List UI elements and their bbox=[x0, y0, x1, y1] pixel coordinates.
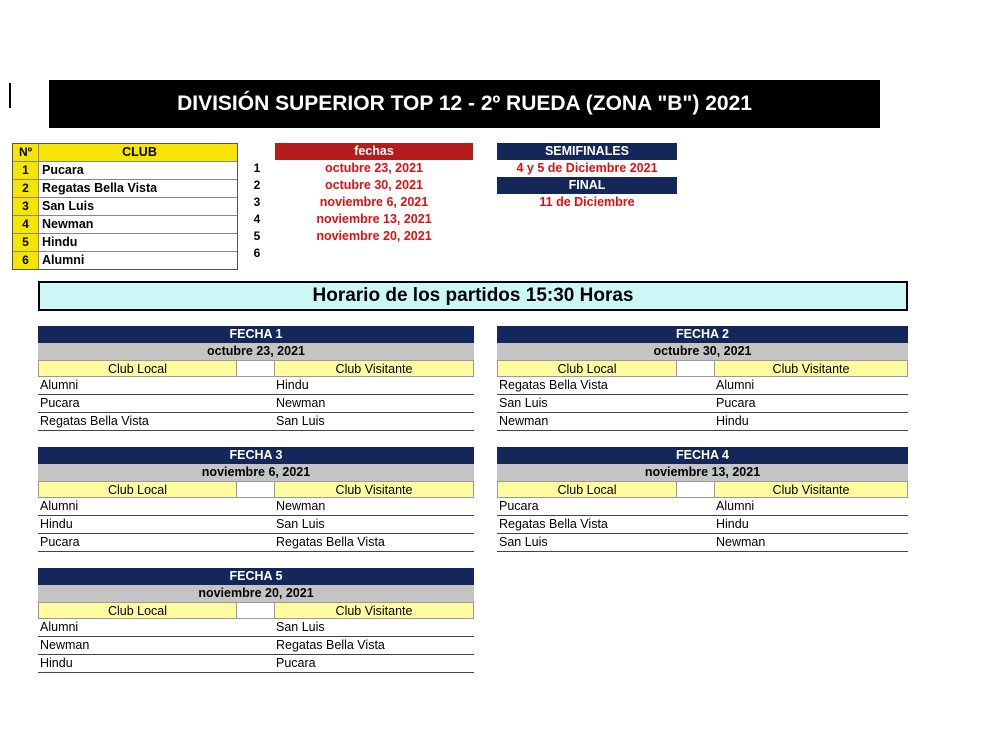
club-name: Alumni bbox=[42, 253, 85, 267]
visiting-club: San Luis bbox=[276, 620, 325, 634]
visiting-club: Newman bbox=[276, 499, 326, 513]
visiting-club: Alumni bbox=[716, 378, 755, 392]
local-club: Pucara bbox=[40, 535, 80, 549]
match-row bbox=[38, 498, 474, 516]
fecha-block-4 bbox=[497, 447, 908, 552]
local-club: Regatas Bella Vista bbox=[499, 517, 608, 531]
header-gap bbox=[677, 360, 714, 377]
visiting-club: San Luis bbox=[276, 517, 325, 531]
visiting-club: Alumni bbox=[716, 499, 755, 513]
header-gap bbox=[237, 602, 274, 619]
club-visitante-header: Club Visitante bbox=[274, 602, 474, 619]
fecha-numbers bbox=[250, 160, 264, 262]
club-name: Newman bbox=[42, 217, 94, 231]
header-num: Nº bbox=[13, 144, 39, 161]
fecha-number: 1 bbox=[253, 161, 261, 175]
header-gap bbox=[237, 481, 274, 498]
local-club: Hindu bbox=[40, 517, 73, 531]
club-local-header: Club Local bbox=[38, 481, 237, 498]
club-local-header: Club Local bbox=[497, 481, 677, 498]
match-row bbox=[497, 395, 908, 413]
visiting-club: Pucara bbox=[716, 396, 756, 410]
page-title: DIVISIÓN SUPERIOR TOP 12 - 2º RUEDA (ZONA "B") 2021 bbox=[49, 80, 880, 128]
fecha-number: 6 bbox=[253, 246, 261, 260]
header-club: CLUB bbox=[39, 144, 237, 161]
club-visitante-header: Club Visitante bbox=[714, 360, 908, 377]
visiting-club: San Luis bbox=[276, 414, 325, 428]
final-date: 11 de Diciembre bbox=[539, 195, 635, 209]
column-headers bbox=[38, 481, 474, 498]
fecha-block-3 bbox=[38, 447, 474, 552]
fecha-date: noviembre 6, 2021 bbox=[319, 195, 429, 209]
fecha-title: FECHA 2 bbox=[497, 326, 908, 343]
fecha-number: 5 bbox=[253, 229, 261, 243]
club-visitante-header: Club Visitante bbox=[274, 360, 474, 377]
club-local-header: Club Local bbox=[38, 360, 237, 377]
fecha-block-1 bbox=[38, 326, 474, 431]
local-club: Pucara bbox=[499, 499, 539, 513]
visiting-club: Hindu bbox=[276, 378, 309, 392]
visiting-club: Regatas Bella Vista bbox=[276, 638, 385, 652]
column-headers bbox=[38, 602, 474, 619]
visiting-club: Hindu bbox=[716, 517, 749, 531]
match-row bbox=[38, 516, 474, 534]
local-club: Newman bbox=[499, 414, 549, 428]
local-club: Alumni bbox=[40, 620, 79, 634]
column-headers bbox=[497, 481, 908, 498]
fecha-block-2 bbox=[497, 326, 908, 431]
fecha-date-bar: octubre 30, 2021 bbox=[497, 343, 908, 360]
fecha-title: FECHA 1 bbox=[38, 326, 474, 343]
local-club: Newman bbox=[40, 638, 90, 652]
fecha-date-bar: octubre 23, 2021 bbox=[38, 343, 474, 360]
club-row bbox=[13, 251, 237, 269]
club-row bbox=[13, 215, 237, 233]
fecha-number: 4 bbox=[253, 212, 261, 226]
local-club: Alumni bbox=[40, 499, 79, 513]
fecha-title: FECHA 4 bbox=[497, 447, 908, 464]
header-gap bbox=[237, 360, 274, 377]
final-header: FINAL bbox=[497, 177, 677, 194]
local-club: San Luis bbox=[499, 396, 548, 410]
fecha-date-bar: noviembre 6, 2021 bbox=[38, 464, 474, 481]
local-club: Hindu bbox=[40, 656, 73, 670]
column-headers bbox=[38, 360, 474, 377]
fechas-header: fechas bbox=[275, 143, 473, 160]
match-row bbox=[38, 377, 474, 395]
club-row bbox=[13, 197, 237, 215]
text-cursor-mark bbox=[9, 83, 11, 108]
club-local-header: Club Local bbox=[38, 602, 237, 619]
fecha-number: 3 bbox=[253, 195, 261, 209]
club-row bbox=[13, 161, 237, 179]
fecha-date-bar: noviembre 13, 2021 bbox=[497, 464, 908, 481]
fecha-date: octubre 23, 2021 bbox=[325, 161, 423, 175]
semifinales-header: SEMIFINALES bbox=[497, 143, 677, 160]
visiting-club: Newman bbox=[716, 535, 766, 549]
fecha-date: noviembre 20, 2021 bbox=[316, 229, 432, 243]
fecha-title: FECHA 5 bbox=[38, 568, 474, 585]
match-row bbox=[38, 637, 474, 655]
visiting-club: Newman bbox=[276, 396, 326, 410]
fecha-block-5 bbox=[38, 568, 474, 673]
club-num: 6 bbox=[13, 252, 39, 269]
visiting-club: Hindu bbox=[716, 414, 749, 428]
club-name: Pucara bbox=[42, 163, 84, 177]
semifinales-date: 4 y 5 de Diciembre 2021 bbox=[516, 161, 658, 175]
club-num: 1 bbox=[13, 162, 39, 179]
local-club: San Luis bbox=[499, 535, 548, 549]
match-row bbox=[38, 395, 474, 413]
club-num: 2 bbox=[13, 180, 39, 197]
local-club: Regatas Bella Vista bbox=[40, 414, 149, 428]
fecha-date-bar: noviembre 20, 2021 bbox=[38, 585, 474, 602]
club-name: Regatas Bella Vista bbox=[42, 181, 158, 195]
match-row bbox=[497, 534, 908, 552]
match-row bbox=[497, 498, 908, 516]
header-gap bbox=[677, 481, 714, 498]
match-row bbox=[38, 413, 474, 431]
clubs-table-header bbox=[13, 144, 237, 161]
club-row bbox=[13, 233, 237, 251]
club-num: 4 bbox=[13, 216, 39, 233]
fecha-date: noviembre 13, 2021 bbox=[316, 212, 432, 226]
match-row bbox=[38, 655, 474, 673]
club-name: Hindu bbox=[42, 235, 78, 249]
local-club: Regatas Bella Vista bbox=[499, 378, 608, 392]
visiting-club: Pucara bbox=[276, 656, 316, 670]
fechas-list bbox=[275, 160, 473, 245]
club-name: San Luis bbox=[42, 199, 95, 213]
schedule-banner: Horario de los partidos 15:30 Horas bbox=[38, 281, 908, 311]
match-row bbox=[497, 516, 908, 534]
club-row bbox=[13, 179, 237, 197]
club-local-header: Club Local bbox=[497, 360, 677, 377]
club-visitante-header: Club Visitante bbox=[274, 481, 474, 498]
match-row bbox=[38, 619, 474, 637]
local-club: Alumni bbox=[40, 378, 79, 392]
club-num: 5 bbox=[13, 234, 39, 251]
match-row bbox=[497, 413, 908, 431]
match-row bbox=[38, 534, 474, 552]
column-headers bbox=[497, 360, 908, 377]
club-visitante-header: Club Visitante bbox=[714, 481, 908, 498]
match-row bbox=[497, 377, 908, 395]
visiting-club: Regatas Bella Vista bbox=[276, 535, 385, 549]
club-num: 3 bbox=[13, 198, 39, 215]
clubs-table bbox=[12, 143, 238, 270]
fecha-date: octubre 30, 2021 bbox=[325, 178, 423, 192]
fecha-title: FECHA 3 bbox=[38, 447, 474, 464]
fecha-number: 2 bbox=[253, 178, 261, 192]
local-club: Pucara bbox=[40, 396, 80, 410]
